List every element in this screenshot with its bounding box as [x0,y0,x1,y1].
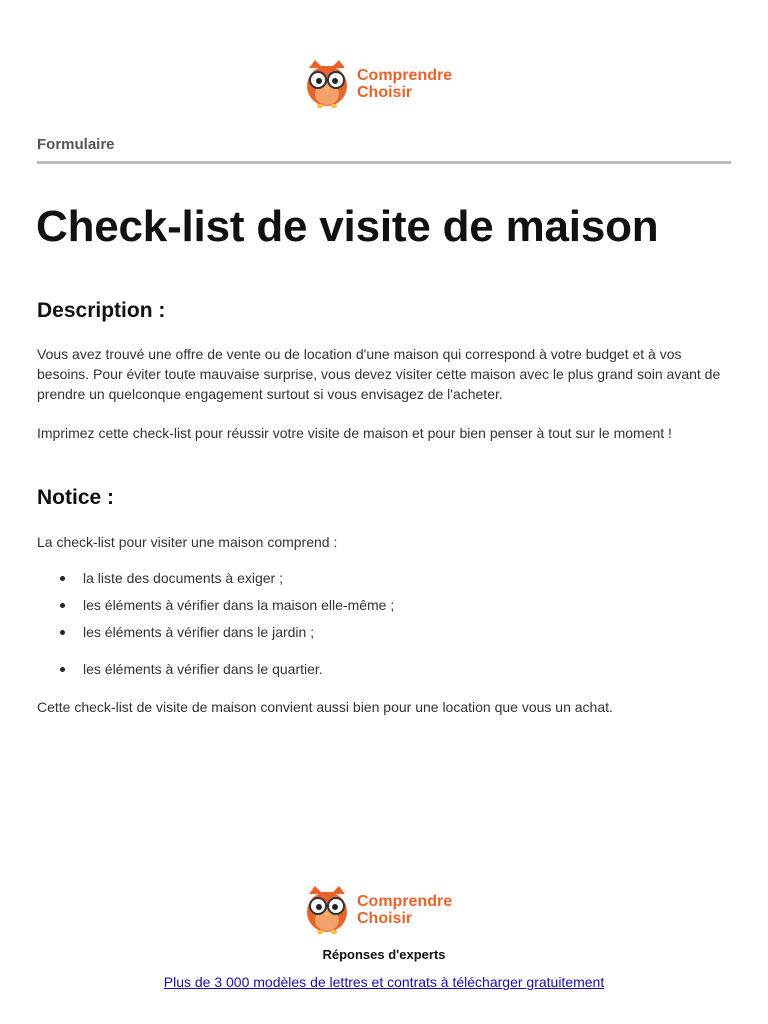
list-item [60,568,283,588]
notice-intro: La check-list pour visiter une maison comprend : [37,534,338,550]
brand-line2: Choisir [357,910,413,927]
bullet-icon [60,630,65,635]
page-title: Check-list de visite de maison [36,202,659,251]
description-paragraph-2: Imprimez cette check-list pour réussir votre visite de maison et pour bien penser à tout sur le moment ! [37,425,672,441]
brand-line2: Choisir [357,84,413,101]
brand-name [357,67,452,101]
footer-brand-logo [303,884,452,936]
list-item-text: les éléments à vérifier dans le quartier. [83,661,323,677]
notice-heading: Notice : [37,486,115,509]
header-divider [37,161,731,164]
bullet-icon [60,576,65,581]
list-item-text: les éléments à vérifier dans le jardin ; [83,624,315,640]
document-category: Formulaire [37,136,115,153]
footer-tagline: Réponses d'experts [322,947,446,962]
description-paragraph-1: Vous avez trouvé une offre de vente ou de location d'une maison qui correspond à votre budget et à vos besoins. Pour éviter toute mauvaise surprise, vous devez visiter cette maison avec le plus grand soin avant de prendre un quelconque engagement surtout si vous envisagez de l'acheter. [37,346,721,402]
list-item [60,659,323,679]
brand-name [357,893,452,927]
owl-icon [303,58,351,110]
owl-icon [303,884,351,936]
list-item [60,595,394,615]
footer-link[interactable]: Plus de 3 000 modèles de lettres et contrats à télécharger gratuitement [163,974,605,990]
list-item-text: la liste des documents à exiger ; [83,570,283,586]
list-item-text: les éléments à vérifier dans la maison elle-même ; [83,597,395,613]
brand-logo [303,58,452,110]
description-heading: Description : [37,299,166,322]
notice-outro: Cette check-list de visite de maison convient aussi bien pour une location que vous un achat. [37,699,613,715]
brand-line1: Comprendre [357,67,453,84]
bullet-icon [60,667,65,672]
bullet-icon [60,603,65,608]
list-item [60,622,314,642]
brand-line1: Comprendre [357,893,453,910]
